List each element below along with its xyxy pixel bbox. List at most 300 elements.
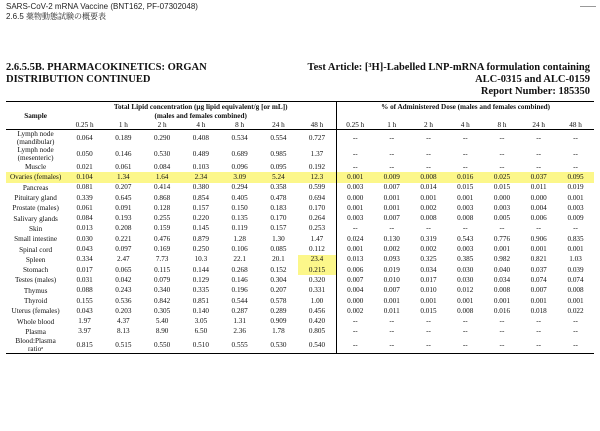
concentration-cell: 0.192 xyxy=(298,162,337,172)
concentration-cell: 1.97 xyxy=(78,317,91,326)
report-number: Report Number: 185350 xyxy=(480,86,590,97)
percent-dose-cell: 0.000 xyxy=(530,193,547,202)
sample-name-cell: Skin xyxy=(29,224,43,233)
sample-name-cell: Salivary glands xyxy=(13,214,58,223)
concentration-cell: 0.554 xyxy=(270,133,287,142)
percent-dose-cell: 0.001 xyxy=(567,296,584,305)
percent-dose-cell: -- xyxy=(536,327,542,336)
percent-dose-cell: 0.016 xyxy=(493,306,511,315)
concentration-cell: 2.36 xyxy=(233,327,246,336)
dose-time-header: 0.25 h xyxy=(346,121,365,129)
concentration-cell: 0.851 xyxy=(192,296,209,305)
concentration-cell: 0.305 xyxy=(154,306,171,315)
concentration-cell: 0.193 xyxy=(115,214,132,223)
concentration-cell: 0.088 xyxy=(76,286,93,295)
concentration-cell: 0.868 xyxy=(154,193,171,202)
concentration-cell: 0.085 xyxy=(270,245,287,254)
concentration-cell: 8.13 xyxy=(117,327,130,336)
concentration-cell: 22.1 xyxy=(233,255,246,264)
sample-name-cell: Whole blood xyxy=(16,317,55,326)
percent-dose-cell: 0.008 xyxy=(420,214,437,223)
concentration-cell: 0.290 xyxy=(154,133,171,142)
table-row xyxy=(6,193,594,203)
percent-dose-cell: 0.003 xyxy=(457,203,474,212)
concentration-cell: 0.220 xyxy=(192,214,209,223)
percent-dose-cell: -- xyxy=(426,327,431,336)
percent-dose-cell: -- xyxy=(426,340,431,349)
sample-name-cell: Thyroid xyxy=(24,297,48,305)
percent-dose-cell: 0.001 xyxy=(457,296,474,305)
percent-dose-cell: 0.015 xyxy=(420,306,437,315)
concentration-cell: 0.405 xyxy=(231,193,248,202)
concentration-cell: 0.119 xyxy=(231,224,248,233)
percent-dose-cell: 0.007 xyxy=(383,214,400,223)
percent-dose-cell: 0.030 xyxy=(457,275,474,284)
concentration-cell: 1.47 xyxy=(298,234,337,244)
percent-dose-cell: -- xyxy=(462,340,468,349)
percent-dose-cell: -- xyxy=(573,162,578,171)
conc-time-header: 4 h xyxy=(196,121,206,129)
concentration-cell: 0.515 xyxy=(115,340,132,349)
percent-dose-cell: -- xyxy=(462,317,468,326)
percent-dose-cell: 0.001 xyxy=(347,203,364,212)
concentration-cell: 0.115 xyxy=(154,265,171,274)
table-row xyxy=(6,146,594,162)
percent-dose-cell: 0.001 xyxy=(567,193,584,202)
percent-dose-cell: -- xyxy=(573,133,578,142)
concentration-cell: 0.253 xyxy=(298,224,337,234)
concentration-cell: 1.28 xyxy=(233,234,246,243)
concentration-cell: 0.208 xyxy=(115,224,132,233)
concentration-cell: 0.289 xyxy=(270,306,287,315)
percent-dose-cell: -- xyxy=(499,317,505,326)
concentration-cell: 0.203 xyxy=(115,306,132,315)
concentration-cell: 1.64 xyxy=(143,172,182,182)
percent-dose-cell: 0.014 xyxy=(420,183,437,192)
percent-dose-cell: 0.906 xyxy=(530,234,547,243)
concentration-cell: 0.043 xyxy=(76,245,93,254)
sample-name-cell: Thymus xyxy=(23,286,48,295)
test-article-info xyxy=(308,62,590,98)
section-title xyxy=(6,62,207,86)
conc-time-header: 1 h xyxy=(118,121,128,129)
concentration-cell: 0.550 xyxy=(154,340,171,349)
percent-dose-cell: -- xyxy=(352,162,358,171)
percent-dose-cell: -- xyxy=(462,149,468,158)
concentration-cell: 0.145 xyxy=(192,224,209,233)
concentration-cell: 0.106 xyxy=(231,245,248,254)
concentration-cell: 0.084 xyxy=(154,162,171,171)
percent-dose-cell: 0.007 xyxy=(383,286,400,295)
concentration-cell: 0.146 xyxy=(231,275,248,284)
percent-dose-cell: -- xyxy=(573,327,578,336)
sample-name-cell: Ovaries (females) xyxy=(6,172,65,182)
concentration-cell: 5.24 xyxy=(259,172,298,182)
percent-dose-cell: -- xyxy=(536,149,542,158)
sample-name-cell: Muscle xyxy=(25,163,47,172)
test-article-line-1: Test Article: [³H]-Labelled LNP-mRNA formulation containing xyxy=(307,62,590,73)
concentration-cell: 0.536 xyxy=(115,296,132,305)
percent-dose-cell: 0.001 xyxy=(383,193,400,202)
concentration-cell: 0.727 xyxy=(298,130,337,147)
sample-name-cell: Lymph node (mesenteric) xyxy=(17,146,54,162)
table-row xyxy=(6,183,594,193)
percent-dose-cell: 0.007 xyxy=(383,183,400,192)
organ-distribution-table xyxy=(6,101,594,354)
concentration-cell: 0.155 xyxy=(76,296,93,305)
percent-dose-cell: -- xyxy=(389,162,395,171)
group-header-percent-dose: % of Administered Dose (males and females combined) xyxy=(381,103,551,111)
concentration-cell: 0.909 xyxy=(270,317,287,326)
concentration-cell: 0.146 xyxy=(115,149,132,158)
concentration-cell: 10.3 xyxy=(194,255,208,264)
percent-dose-cell: -- xyxy=(426,133,431,142)
percent-dose-cell: 0.835 xyxy=(567,234,584,243)
concentration-cell: 0.183 xyxy=(270,203,287,212)
percent-dose-cell: 0.008 xyxy=(410,172,447,182)
concentration-cell: 0.128 xyxy=(154,203,171,212)
percent-dose-cell: 0.130 xyxy=(383,234,400,243)
concentration-cell: 0.084 xyxy=(76,214,93,223)
concentration-cell: 0.170 xyxy=(270,214,287,223)
percent-dose-cell: -- xyxy=(499,224,505,233)
concentration-cell: 0.207 xyxy=(270,286,287,295)
table-row xyxy=(6,234,594,244)
percent-dose-cell: 0.011 xyxy=(530,183,547,192)
concentration-cell: 0.157 xyxy=(192,203,209,212)
percent-dose-cell: 0.017 xyxy=(420,275,437,284)
sample-name-cell: Prostate (males) xyxy=(12,204,59,213)
sample-name-cell: Uterus (females) xyxy=(11,307,60,316)
percent-dose-cell: 0.019 xyxy=(567,183,584,192)
percent-dose-cell: 0.011 xyxy=(383,306,400,315)
group-header-total-line-1: Total Lipid concentration (µg lipid equivalent/g [or mL]) xyxy=(113,103,288,111)
percent-dose-cell: 0.007 xyxy=(347,275,364,284)
percent-dose-cell: 0.001 xyxy=(420,296,437,305)
percent-dose-cell: 0.002 xyxy=(383,245,400,254)
concentration-cell: 0.196 xyxy=(231,286,248,295)
percent-dose-cell: -- xyxy=(573,317,578,326)
section-title-line-2: DISTRIBUTION CONTINUED xyxy=(6,74,151,85)
concentration-cell: 0.599 xyxy=(298,183,337,193)
concentration-cell: 0.534 xyxy=(231,133,248,142)
concentration-cell: 2.34 xyxy=(181,172,220,182)
concentration-cell: 1.34 xyxy=(104,172,143,182)
concentration-cell: 0.264 xyxy=(298,213,337,223)
percent-dose-cell: 0.019 xyxy=(383,265,400,274)
concentration-cell: 0.135 xyxy=(231,214,248,223)
percent-dose-cell: -- xyxy=(536,317,542,326)
percent-dose-cell: 0.000 xyxy=(347,296,364,305)
table-row xyxy=(6,162,594,172)
table-row xyxy=(6,275,594,285)
sample-name-cell: Spleen xyxy=(25,255,46,264)
concentration-cell: 0.489 xyxy=(192,149,209,158)
percent-dose-cell: 0.982 xyxy=(493,255,511,264)
percent-dose-cell: 0.074 xyxy=(530,275,547,284)
percent-dose-cell: 0.821 xyxy=(530,255,547,264)
percent-dose-cell: 0.003 xyxy=(347,214,364,223)
concentration-cell: 0.544 xyxy=(231,296,248,305)
table-row xyxy=(6,286,594,296)
percent-dose-cell: 0.034 xyxy=(420,265,437,274)
concentration-cell: 4.37 xyxy=(117,317,130,326)
conc-time-header: 24 h xyxy=(272,121,285,129)
percent-dose-cell: -- xyxy=(352,317,358,326)
percent-dose-cell: -- xyxy=(573,340,578,349)
percent-dose-cell: 0.004 xyxy=(347,286,364,295)
percent-dose-cell: -- xyxy=(499,133,505,142)
table-row xyxy=(6,213,594,223)
group-header-total-line-2: (males and females combined) xyxy=(154,112,247,120)
percent-dose-cell: 0.010 xyxy=(420,286,437,295)
concentration-cell: 1.30 xyxy=(272,234,285,243)
percent-dose-cell: -- xyxy=(389,224,395,233)
concentration-cell: 0.842 xyxy=(154,296,171,305)
percent-dose-cell: 0.013 xyxy=(347,255,364,264)
percent-dose-cell: 0.001 xyxy=(337,172,374,182)
concentration-cell: 0.013 xyxy=(76,224,93,233)
percent-dose-cell: 0.001 xyxy=(530,296,547,305)
concentration-cell: 0.530 xyxy=(270,340,287,349)
concentration-cell: 0.510 xyxy=(192,340,209,349)
concentration-cell: 0.140 xyxy=(192,306,209,315)
percent-dose-cell: -- xyxy=(573,149,578,158)
percent-dose-cell: -- xyxy=(352,224,358,233)
concentration-cell: 0.170 xyxy=(298,203,337,213)
concentration-cell: 0.294 xyxy=(231,183,248,192)
percent-dose-cell: -- xyxy=(536,340,542,349)
concentration-cell: 0.287 xyxy=(231,306,248,315)
dose-time-header: 48 h xyxy=(569,121,582,129)
percent-dose-cell: -- xyxy=(573,224,578,233)
concentration-cell: 0.335 xyxy=(192,286,209,295)
concentration-cell: 0.215 xyxy=(298,265,337,275)
concentration-cell: 0.021 xyxy=(76,162,93,171)
concentration-cell: 0.061 xyxy=(76,203,93,212)
conc-time-header: 48 h xyxy=(298,121,337,130)
percent-dose-cell: -- xyxy=(462,327,468,336)
concentration-cell: 0.103 xyxy=(192,162,209,171)
percent-dose-cell: -- xyxy=(426,317,431,326)
percent-dose-cell: 0.001 xyxy=(493,245,511,254)
percent-dose-cell: 0.385 xyxy=(457,255,474,264)
concentration-cell: 12.3 xyxy=(298,172,337,182)
page-corner-mark xyxy=(580,0,596,7)
concentration-cell: 0.150 xyxy=(231,203,248,212)
conc-time-header: 2 h xyxy=(157,121,167,129)
concentration-cell: 0.555 xyxy=(231,340,248,349)
sample-name-cell: Plasma xyxy=(25,327,46,336)
concentration-cell: 0.476 xyxy=(154,234,171,243)
concentration-cell: 0.380 xyxy=(192,183,209,192)
percent-dose-cell: 0.004 xyxy=(530,203,547,212)
dose-time-header: 2 h xyxy=(423,121,433,129)
concentration-cell: 0.879 xyxy=(192,234,209,243)
percent-dose-cell: -- xyxy=(389,149,395,158)
percent-dose-cell: 0.009 xyxy=(567,214,584,223)
sample-name-cell: Pituitary gland xyxy=(14,194,57,203)
percent-dose-cell: 0.008 xyxy=(457,306,474,315)
concentration-cell: 0.645 xyxy=(115,193,132,202)
time-header-row xyxy=(6,121,594,130)
table-row xyxy=(6,244,594,254)
dose-time-header: 1 h xyxy=(387,121,397,129)
concentration-cell: 0.144 xyxy=(192,265,209,274)
percent-dose-cell: -- xyxy=(499,327,505,336)
percent-dose-cell: 0.003 xyxy=(567,203,584,212)
concentration-cell: 0.815 xyxy=(76,340,93,349)
percent-dose-cell: 0.001 xyxy=(383,203,400,212)
percent-dose-cell: 0.015 xyxy=(493,183,511,192)
percent-dose-cell: 0.022 xyxy=(567,306,584,315)
conc-time-header: 0.25 h xyxy=(75,121,94,129)
percent-dose-cell: 0.030 xyxy=(457,265,474,274)
table-row xyxy=(6,296,594,306)
concentration-cell: 0.042 xyxy=(115,275,132,284)
percent-dose-cell: 0.002 xyxy=(420,203,437,212)
sample-name-cell: Testes (males) xyxy=(14,276,57,285)
percent-dose-cell: 0.007 xyxy=(530,286,547,295)
doc-title: SARS-CoV-2 mRNA Vaccine (BNT162, PF-07302048) xyxy=(6,2,198,11)
concentration-cell: 0.408 xyxy=(192,133,209,142)
percent-dose-cell: 0.325 xyxy=(420,255,437,264)
concentration-cell: 0.340 xyxy=(154,286,171,295)
concentration-cell: 0.157 xyxy=(270,224,287,233)
percent-dose-cell: 1.03 xyxy=(569,255,582,264)
percent-dose-cell: -- xyxy=(352,327,358,336)
concentration-cell: 0.805 xyxy=(298,327,337,337)
concentration-cell: 0.050 xyxy=(76,149,93,158)
concentration-cell: 0.339 xyxy=(76,193,93,202)
table-row xyxy=(6,255,594,265)
percent-dose-cell: -- xyxy=(499,149,505,158)
concentration-cell: 0.096 xyxy=(231,162,248,171)
percent-dose-cell: -- xyxy=(499,162,505,171)
concentration-cell: 0.985 xyxy=(270,149,287,158)
concentration-cell: 7.73 xyxy=(155,255,169,264)
table-row xyxy=(6,337,594,354)
percent-dose-cell: -- xyxy=(536,162,542,171)
percent-dose-cell: 0.001 xyxy=(347,245,364,254)
dose-time-header: 24 h xyxy=(532,121,545,129)
concentration-cell: 1.78 xyxy=(272,327,285,336)
col-header-sample: Sample xyxy=(24,111,47,120)
percent-dose-cell: 0.009 xyxy=(373,172,410,182)
table-row xyxy=(6,224,594,234)
sample-name-cell: Blood:Plasma ratioᵃ xyxy=(15,337,56,354)
percent-dose-cell: 0.034 xyxy=(493,275,511,284)
test-article-line-2: ALC-0315 and ALC-0159 xyxy=(475,74,590,85)
concentration-cell: 1.00 xyxy=(298,296,337,306)
concentration-cell: 0.334 xyxy=(76,255,93,264)
concentration-cell: 0.694 xyxy=(298,193,337,203)
document-header xyxy=(6,2,198,22)
sample-name-cell: Stomach xyxy=(23,266,49,275)
concentration-cell: 0.104 xyxy=(65,172,104,182)
concentration-cell: 20.1 xyxy=(272,255,285,264)
percent-dose-cell: -- xyxy=(389,133,395,142)
concentration-cell: 0.304 xyxy=(270,275,287,284)
percent-dose-cell: 0.002 xyxy=(347,306,364,315)
percent-dose-cell: 0.001 xyxy=(383,296,400,305)
percent-dose-cell: 0.001 xyxy=(530,245,547,254)
percent-dose-cell: -- xyxy=(389,340,395,349)
percent-dose-cell: 0.006 xyxy=(347,265,364,274)
percent-dose-cell: 0.015 xyxy=(457,183,474,192)
concentration-cell: 23.4 xyxy=(298,255,337,265)
concentration-cell: 0.091 xyxy=(115,203,132,212)
concentration-cell: 0.320 xyxy=(298,275,337,285)
concentration-cell: 0.331 xyxy=(298,286,337,296)
percent-dose-cell: -- xyxy=(462,224,468,233)
concentration-cell: 0.169 xyxy=(154,245,171,254)
percent-dose-cell: 0.018 xyxy=(530,306,547,315)
concentration-cell: 0.017 xyxy=(76,265,93,274)
concentration-cell: 0.129 xyxy=(192,275,209,284)
percent-dose-cell: 0.037 xyxy=(530,265,547,274)
table-row xyxy=(6,265,594,275)
sample-name-cell: Spinal cord xyxy=(19,245,53,254)
concentration-cell: 3.09 xyxy=(220,172,259,182)
percent-dose-cell: 0.000 xyxy=(347,193,364,202)
concentration-cell: 0.414 xyxy=(154,183,171,192)
percent-dose-cell: 0.012 xyxy=(457,286,474,295)
percent-dose-cell: 0.024 xyxy=(347,234,364,243)
percent-dose-cell: -- xyxy=(536,133,542,142)
percent-dose-cell: -- xyxy=(536,224,542,233)
concentration-cell: 0.255 xyxy=(154,214,171,223)
concentration-cell: 6.50 xyxy=(194,327,208,336)
dose-time-header: 8 h xyxy=(497,121,507,129)
percent-dose-cell: 0.008 xyxy=(567,286,584,295)
percent-dose-cell: 0.001 xyxy=(493,296,511,305)
concentration-cell: 0.189 xyxy=(115,133,132,142)
percent-dose-cell: 0.005 xyxy=(493,214,511,223)
percent-dose-cell: 0.003 xyxy=(457,245,474,254)
concentration-cell: 0.854 xyxy=(192,193,209,202)
percent-dose-cell: -- xyxy=(352,149,358,158)
percent-dose-cell: 0.093 xyxy=(383,255,400,264)
concentration-cell: 2.47 xyxy=(117,255,130,264)
percent-dose-cell: -- xyxy=(462,162,468,171)
percent-dose-cell: -- xyxy=(499,340,505,349)
concentration-cell: 5.40 xyxy=(155,317,169,326)
percent-dose-cell: -- xyxy=(352,133,358,142)
concentration-cell: 0.081 xyxy=(76,183,93,192)
concentration-cell: 0.030 xyxy=(76,234,93,243)
concentration-cell: 0.031 xyxy=(76,275,93,284)
concentration-cell: 0.540 xyxy=(298,337,337,354)
percent-dose-cell: -- xyxy=(389,317,395,326)
table-row xyxy=(6,203,594,213)
table-row xyxy=(6,172,594,182)
concentration-cell: 1.31 xyxy=(233,317,246,326)
percent-dose-cell: 0.000 xyxy=(493,193,511,202)
conc-time-header: 8 h xyxy=(235,121,245,129)
concentration-cell: 0.095 xyxy=(270,162,287,171)
concentration-cell: 0.112 xyxy=(298,244,337,254)
percent-dose-cell: 0.008 xyxy=(493,286,511,295)
percent-dose-cell: -- xyxy=(426,149,431,158)
concentration-cell: 3.05 xyxy=(194,317,208,326)
percent-dose-cell: 0.040 xyxy=(493,265,511,274)
concentration-cell: 0.221 xyxy=(115,234,132,243)
group-header-total-lipid xyxy=(65,102,336,122)
concentration-cell: 0.530 xyxy=(154,149,171,158)
concentration-cell: 0.689 xyxy=(231,149,248,158)
percent-dose-cell: 0.010 xyxy=(383,275,400,284)
